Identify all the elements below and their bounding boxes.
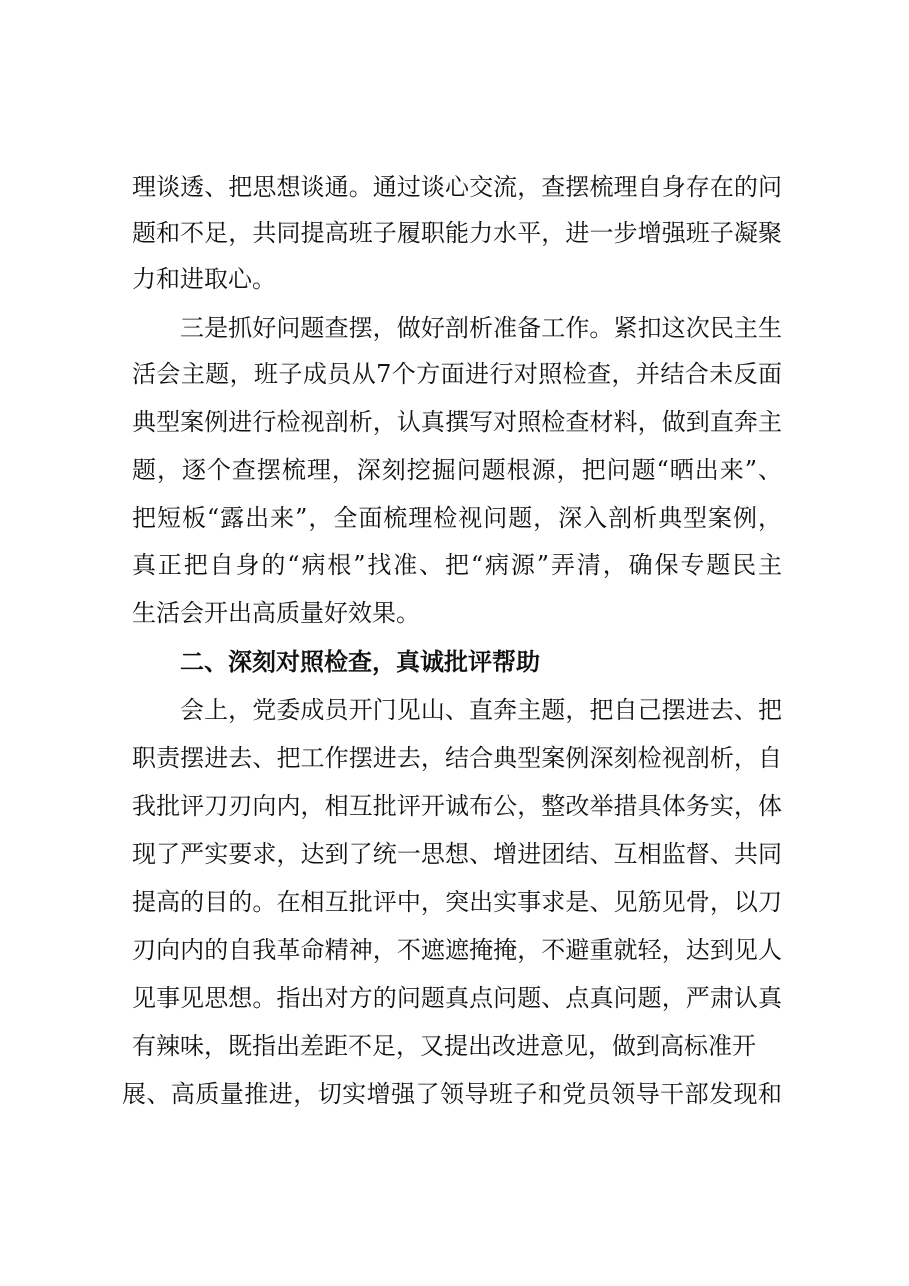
- text-line: 把短板“露出来”，全面梳理检视问题，深入剖析典型案例，: [132, 504, 782, 532]
- text-line: 典型案例进行检视剖析，认真撰写对照检查材料，做到直奔主: [132, 408, 782, 436]
- text-line: 展、高质量推进，切实增强了领导班子和党员领导干部发现和: [122, 1080, 782, 1108]
- text-line: 题和不足，共同提高班子履职能力水平，进一步增强班子凝聚: [132, 219, 782, 247]
- text-line: 活会主题，班子成员从7个方面进行对照检查，并结合未反面: [132, 360, 782, 388]
- text-line: 职责摆进去、把工作摆进去，结合典型案例深刻检视剖析，自: [132, 744, 782, 772]
- text-line: 见事见思想。指出对方的问题真点问题、点真问题，严肃认真: [132, 984, 782, 1012]
- text-line: 题，逐个查摆梳理，深刻挖掘问题根源，把问题“晒出来”、: [132, 456, 782, 484]
- text-line: 理谈透、把思想谈通。通过谈心交流，查摆梳理自身存在的问: [132, 173, 782, 201]
- text-line: 提高的目的。在相互批评中，突出实事求是、见筋见骨，以刀: [132, 888, 782, 916]
- text-line: 现了严实要求，达到了统一思想、增进团结、互相监督、共同: [132, 840, 782, 868]
- text-line: 刃向内的自我革命精神，不遮遮掩掩，不避重就轻，达到见人: [132, 936, 782, 964]
- text-line: 三是抓好问题查摆，做好剖析准备工作。紧扣这次民主生: [180, 314, 782, 342]
- text-line: 真正把自身的“病根”找准、把“病源”弄清，确保专题民主: [132, 551, 782, 579]
- text-line: 力和进取心。: [132, 265, 276, 293]
- section-heading: 二、深刻对照检查，真诚批评帮助: [180, 648, 540, 676]
- text-line: 会上，党委成员开门见山、直奔主题，把自己摆进去、把: [180, 696, 782, 724]
- text-line: 我批评刀刃向内，相互批评开诚布公，整改举措具体务实，体: [132, 792, 782, 820]
- text-line: 生活会开出高质量好效果。: [132, 599, 420, 627]
- text-line: 有辣味，既指出差距不足，又提出改进意见，做到高标准开: [132, 1032, 756, 1060]
